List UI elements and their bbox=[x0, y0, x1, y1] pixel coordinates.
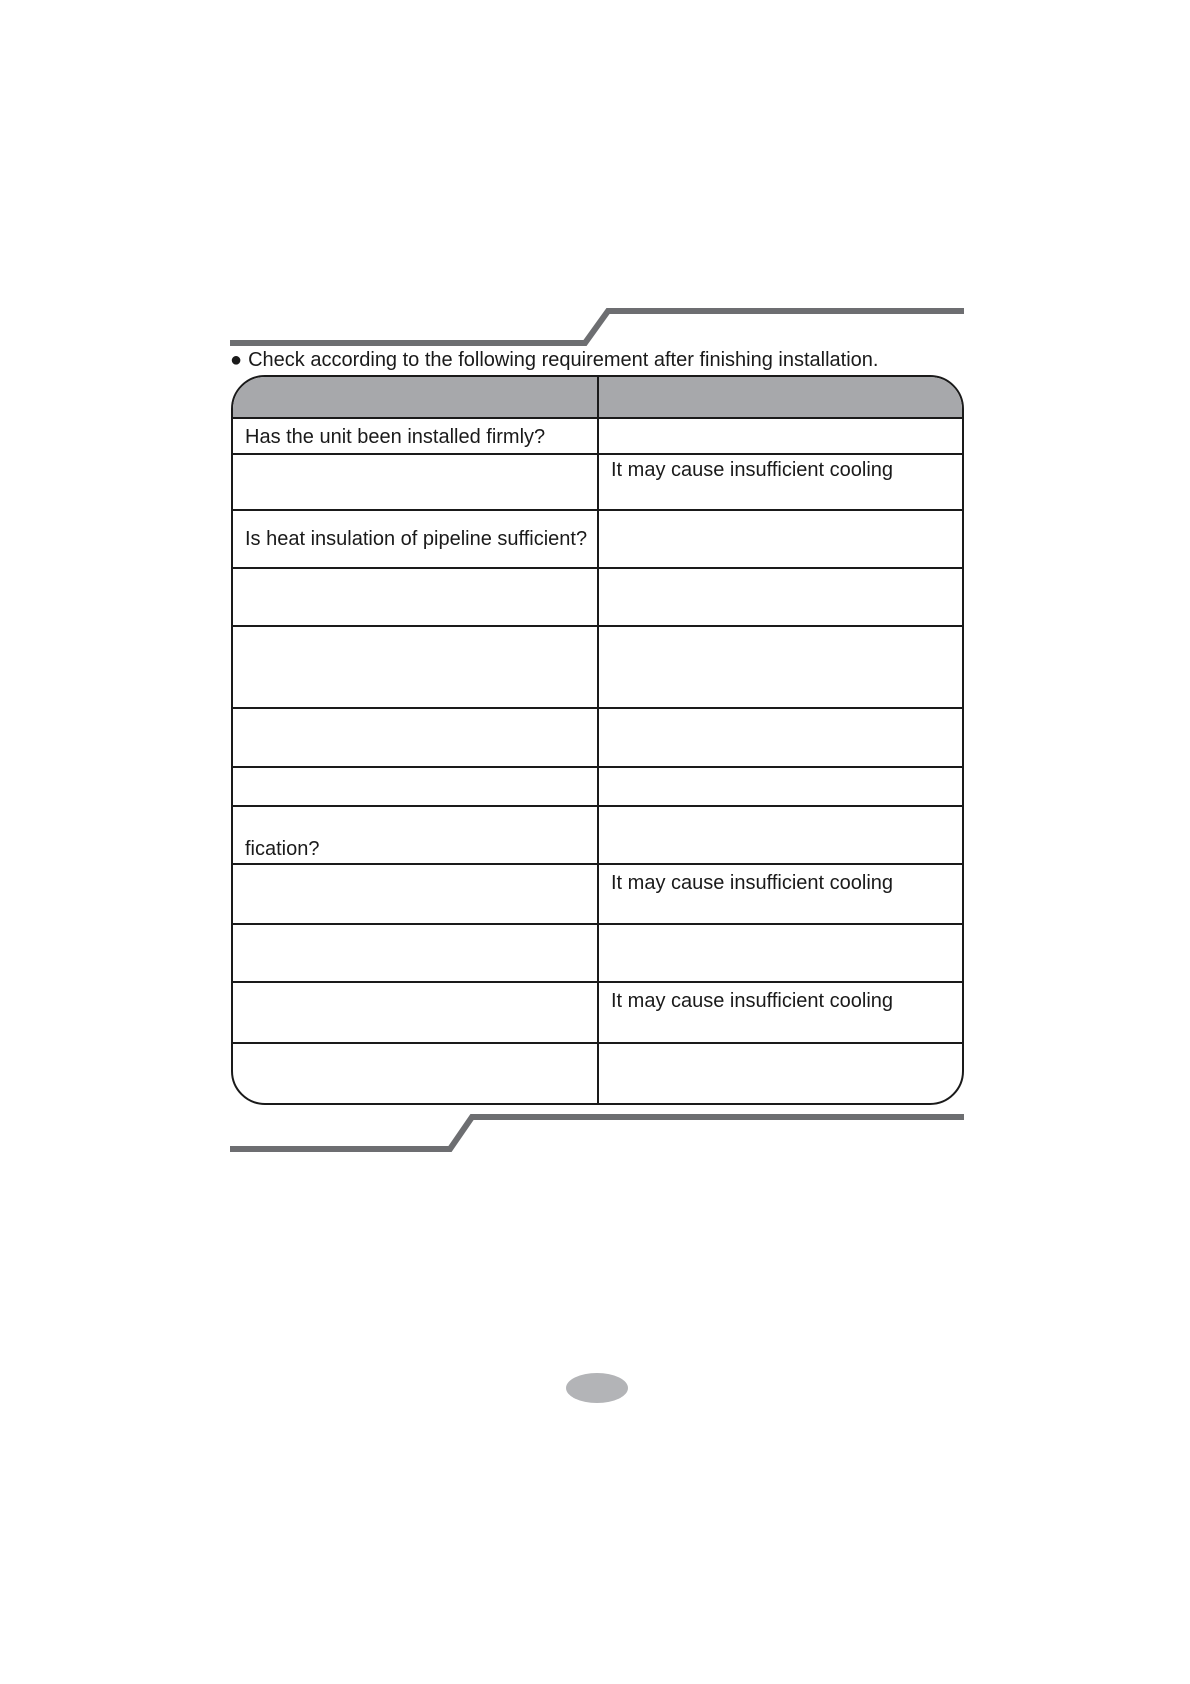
consequence-9: It may cause insufficient cooling bbox=[611, 872, 894, 894]
consequence-11: It may cause insufficient cooling bbox=[611, 990, 894, 1012]
row-divider bbox=[233, 625, 962, 627]
check-item-8: fication? bbox=[245, 838, 320, 860]
row-divider bbox=[233, 981, 962, 983]
row-divider bbox=[233, 567, 962, 569]
bottom-decorative-line bbox=[230, 1117, 964, 1149]
check-item-3: Is heat insulation of pipeline sufficient? bbox=[245, 528, 588, 550]
check-item-1: Has the unit been installed firmly? bbox=[245, 426, 546, 448]
row-divider bbox=[233, 766, 962, 768]
intro-instruction bbox=[230, 348, 878, 372]
row-divider bbox=[233, 923, 962, 925]
consequence-2: It may cause insufficient cooling bbox=[611, 459, 894, 481]
column-divider bbox=[597, 377, 599, 1103]
installation-check-table bbox=[231, 375, 964, 1105]
row-divider bbox=[233, 805, 962, 807]
bullet-icon: ● bbox=[230, 349, 243, 371]
row-divider bbox=[233, 453, 962, 455]
row-divider bbox=[233, 1042, 962, 1044]
row-divider bbox=[233, 707, 962, 709]
page-number-badge bbox=[566, 1373, 628, 1403]
row-divider bbox=[233, 509, 962, 511]
intro-text: Check according to the following requirement after finishing installation. bbox=[248, 349, 879, 371]
row-divider bbox=[233, 863, 962, 865]
